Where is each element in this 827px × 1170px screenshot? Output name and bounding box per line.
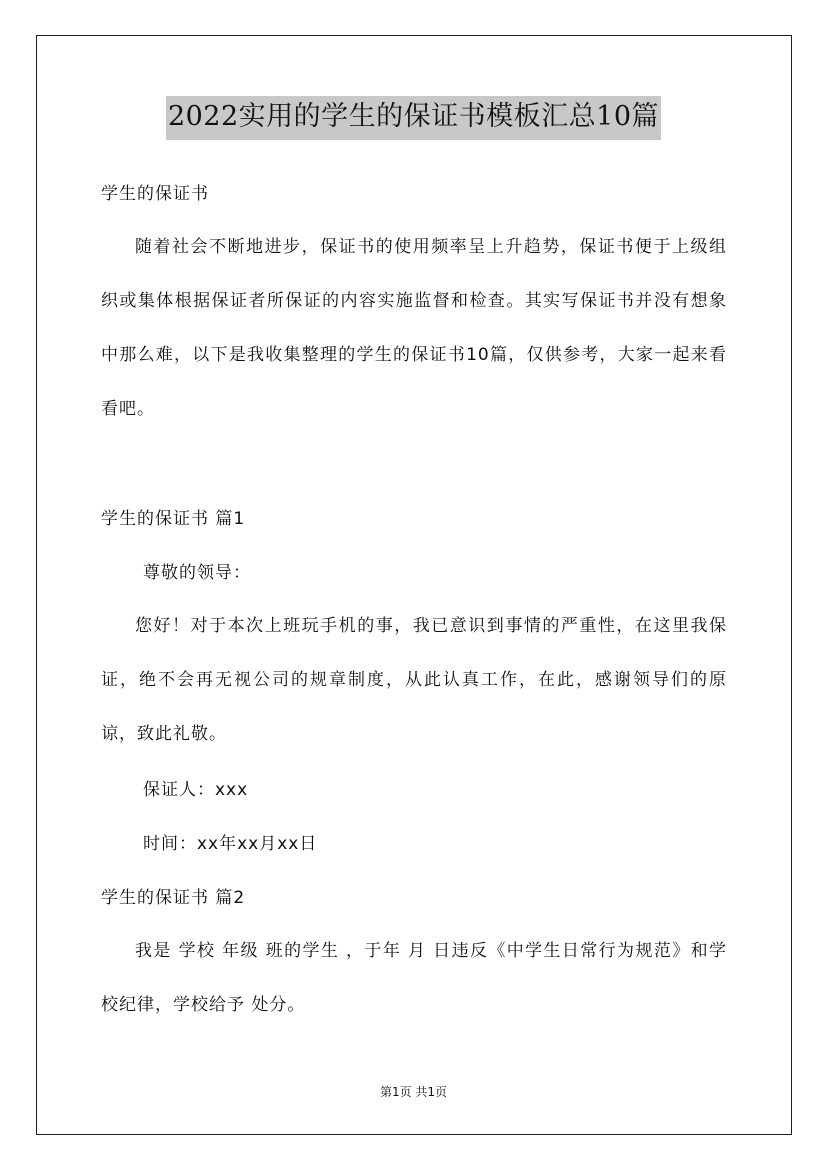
title-container [0, 96, 827, 140]
section1-date: 时间：xx年xx月xx日 [143, 834, 318, 854]
section1-heading: 学生的保证书 篇1 [101, 509, 246, 529]
intro-paragraph: 随着社会不断地进步，保证书的使用频率呈上升趋势，保证书便于上级组织或集体根据保证者所保证的内容实施监督和检查。其实写保证书并没有想象中那么难，以下是我收集整理的学生的保证书10篇，仅供参考，大家一起来看看吧。 [101, 237, 727, 419]
section2-body: 我是 学校 年级 班的学生 ，于年 月 日违反《中学生日常行为规范》和学校纪律，学校给予 处分。 [101, 941, 727, 1015]
document-title: 2022实用的学生的保证书模板汇总10篇 [166, 96, 661, 140]
page-footer: 第1页 共1页 [379, 1085, 448, 1099]
section1-salutation: 尊敬的领导： [143, 563, 251, 583]
section1-body: 您好！对于本次上班玩手机的事，我已意识到事情的严重性，在这里我保证，绝不会再无视公司的规章制度，从此认真工作，在此，感谢领导们的原谅，致此礼敬。 [101, 616, 727, 744]
section1-signer: 保证人：xxx [143, 780, 249, 800]
section2-heading: 学生的保证书 篇2 [101, 888, 246, 908]
intro-heading: 学生的保证书 [101, 184, 209, 204]
